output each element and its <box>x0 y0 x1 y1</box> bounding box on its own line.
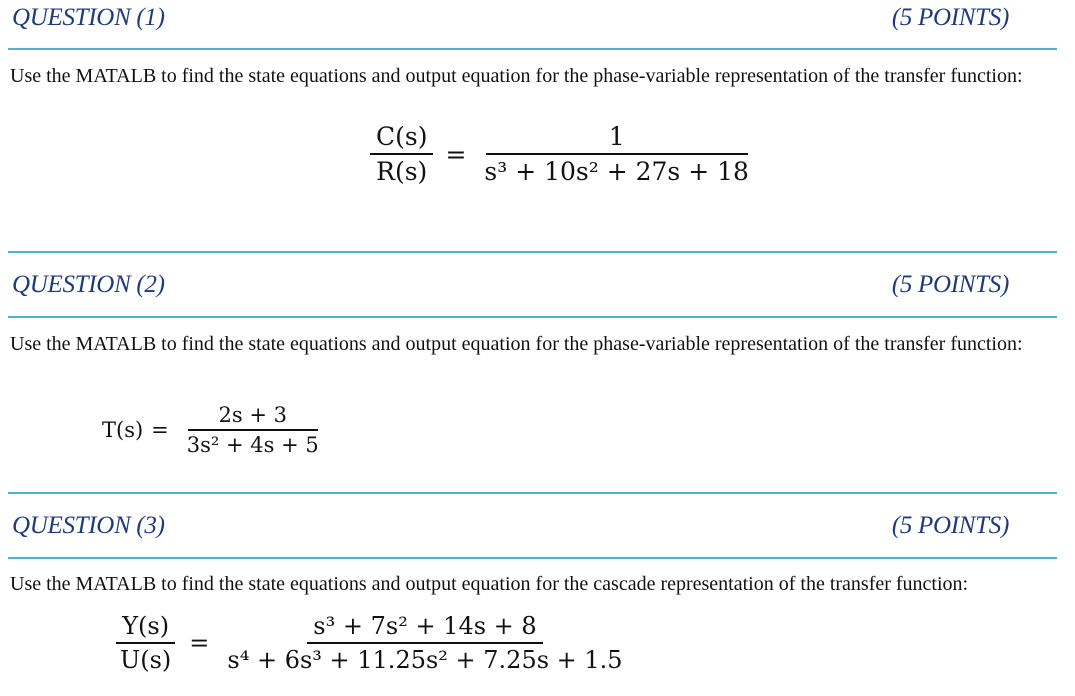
q3-rhs-numerator: s³ + 7s² + 14s + 8 <box>307 612 542 644</box>
q1-rhs-fraction <box>478 122 755 186</box>
q2-rhs-fraction <box>181 403 325 457</box>
question-3-rule <box>8 557 1057 559</box>
q3-lhs-fraction <box>114 612 177 674</box>
q2-rhs-denominator: 3s² + 4s + 5 <box>186 433 319 457</box>
q3-lhs-denominator: U(s) <box>120 646 172 674</box>
question-2-rule <box>8 316 1057 318</box>
question-1-points: (5 POINTS) <box>891 4 1009 31</box>
q3-lhs-numerator: Y(s) <box>116 612 175 644</box>
question-2-title: QUESTION (2) <box>12 271 165 298</box>
q1-equals-sign: = <box>445 139 467 169</box>
question-2-header <box>12 267 1009 303</box>
question-1-bottom-rule <box>8 251 1057 253</box>
q3-rhs-denominator: s⁴ + 6s³ + 11.25s² + 7.25s + 1.5 <box>227 646 623 674</box>
question-2-bottom-rule <box>8 492 1057 494</box>
q1-rhs-numerator: 1 <box>486 122 748 155</box>
q3-rhs-fraction <box>221 612 628 674</box>
question-1-header <box>12 0 1009 36</box>
question-3-title: QUESTION (3) <box>12 512 165 539</box>
question-1-rule <box>8 48 1057 50</box>
question-1-title: QUESTION (1) <box>12 4 165 31</box>
q2-rhs-numerator: 2s + 3 <box>188 403 318 431</box>
question-2-equation <box>102 403 329 457</box>
q2-equals-sign: = <box>151 418 169 442</box>
q3-equals-sign: = <box>189 629 210 657</box>
question-3-equation <box>110 612 633 674</box>
q1-lhs-fraction <box>370 122 433 186</box>
q1-rhs-denominator: s³ + 10s² + 27s + 18 <box>484 157 749 186</box>
question-3-header <box>12 508 1009 544</box>
q1-lhs-denominator: R(s) <box>376 157 428 186</box>
question-2-text: Use the MATALB to find the state equations and output equation for the phase-variable representation of the transfer function: <box>10 333 1023 355</box>
q2-lhs: T(s) <box>102 418 144 442</box>
question-3-points: (5 POINTS) <box>891 512 1009 539</box>
q1-lhs-numerator: C(s) <box>370 122 433 155</box>
question-1-equation <box>366 122 759 186</box>
question-3-text: Use the MATALB to find the state equations and output equation for the cascade representation of the transfer function: <box>10 573 969 595</box>
question-1-text: Use the MATALB to find the state equations and output equation for the phase-variable representation of the transfer function: <box>10 65 1023 87</box>
question-2-points: (5 POINTS) <box>891 271 1009 298</box>
